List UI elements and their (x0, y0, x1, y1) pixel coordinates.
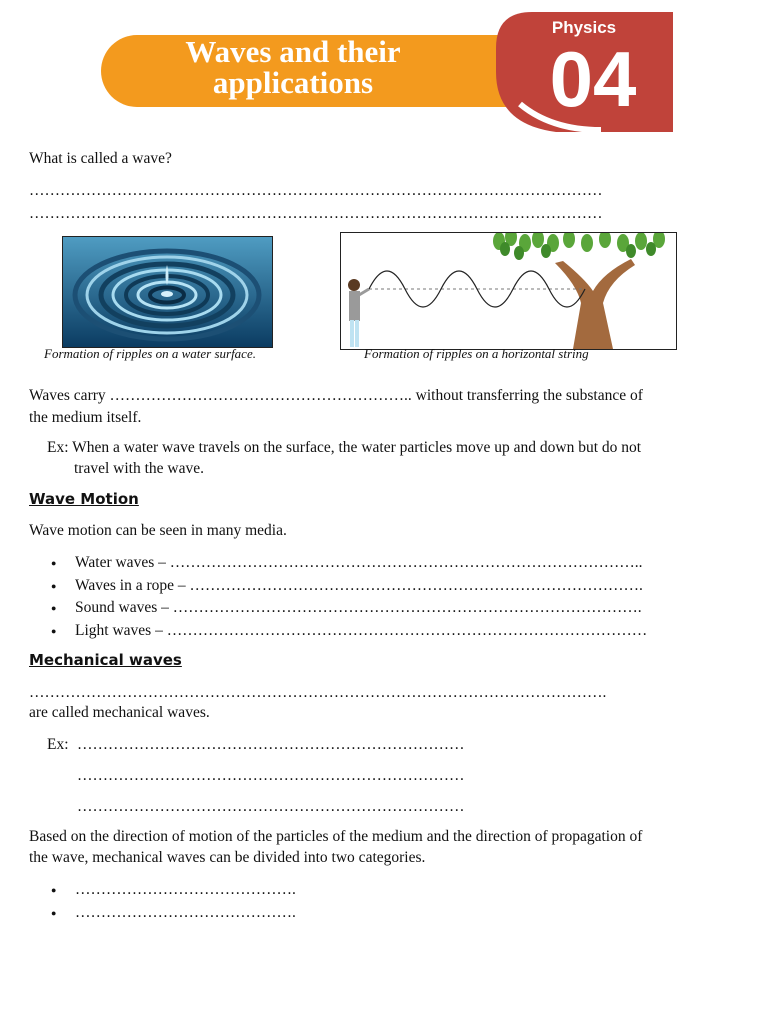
list-item: ● Waves in a rope – ……………………………………………………………………………. (29, 575, 647, 598)
section-heading-wave-motion: Wave Motion (29, 490, 139, 508)
chapter-title-line1: Waves and their (185, 34, 401, 69)
list-item: ● ……………………………………. (29, 879, 296, 902)
mechanical-definition-text: are called mechanical waves. (29, 704, 210, 721)
answer-line: ………………………………………………………………………………………………… (29, 182, 603, 199)
answer-line: ………………………………………………………………… (77, 798, 465, 815)
chapter-title (108, 36, 478, 98)
subject-label: Physics (551, 18, 617, 37)
question-wave: What is called a wave? (29, 150, 172, 167)
answer-line: ………………………………………………………………… (77, 736, 465, 753)
section-heading-mechanical-waves: Mechanical waves (29, 651, 182, 669)
list-item: ● ……………………………………. (29, 902, 296, 925)
media-list (29, 552, 647, 642)
list-item: ● Sound waves – ………………………………………………………………………………. (29, 597, 647, 620)
wave-motion-intro: Wave motion can be seen in many media. (29, 522, 287, 539)
answer-line: ………………………………………………………………… (77, 767, 465, 784)
answer-line: …………………………………………………………………………………………………. (29, 684, 607, 701)
chapter-badge (496, 12, 673, 132)
example-text: travel with the wave. (74, 460, 204, 477)
categories-intro-text: Based on the direction of motion of the particles of the medium and the direction of propagation of (29, 828, 643, 845)
water-ripple-image (62, 236, 273, 348)
example-label: Ex: (47, 736, 69, 753)
string-wave-image (340, 232, 677, 350)
chapter-number: 04 (549, 35, 637, 123)
figure-caption-right: Formation of ripples on a horizontal string (364, 346, 589, 361)
list-item: ● Water waves – ……………………………………………………………………………….. (29, 552, 647, 575)
list-item: ● Light waves – ………………………………………………………………………………… (29, 620, 647, 643)
waves-carry-line: the medium itself. (29, 409, 142, 426)
chapter-title-line2: applications (212, 65, 374, 100)
waves-carry-line: Waves carry ………………………………………………….. without transferring the substance of (29, 387, 643, 404)
categories-intro-text: the wave, mechanical waves can be divided into two categories. (29, 849, 426, 866)
categories-list (29, 879, 296, 924)
example-text: Ex: When a water wave travels on the surface, the water particles move up and down but do not (47, 439, 642, 456)
answer-line: ………………………………………………………………………………………………… (29, 205, 603, 222)
figure-caption-left: Formation of ripples on a water surface. (44, 346, 256, 361)
